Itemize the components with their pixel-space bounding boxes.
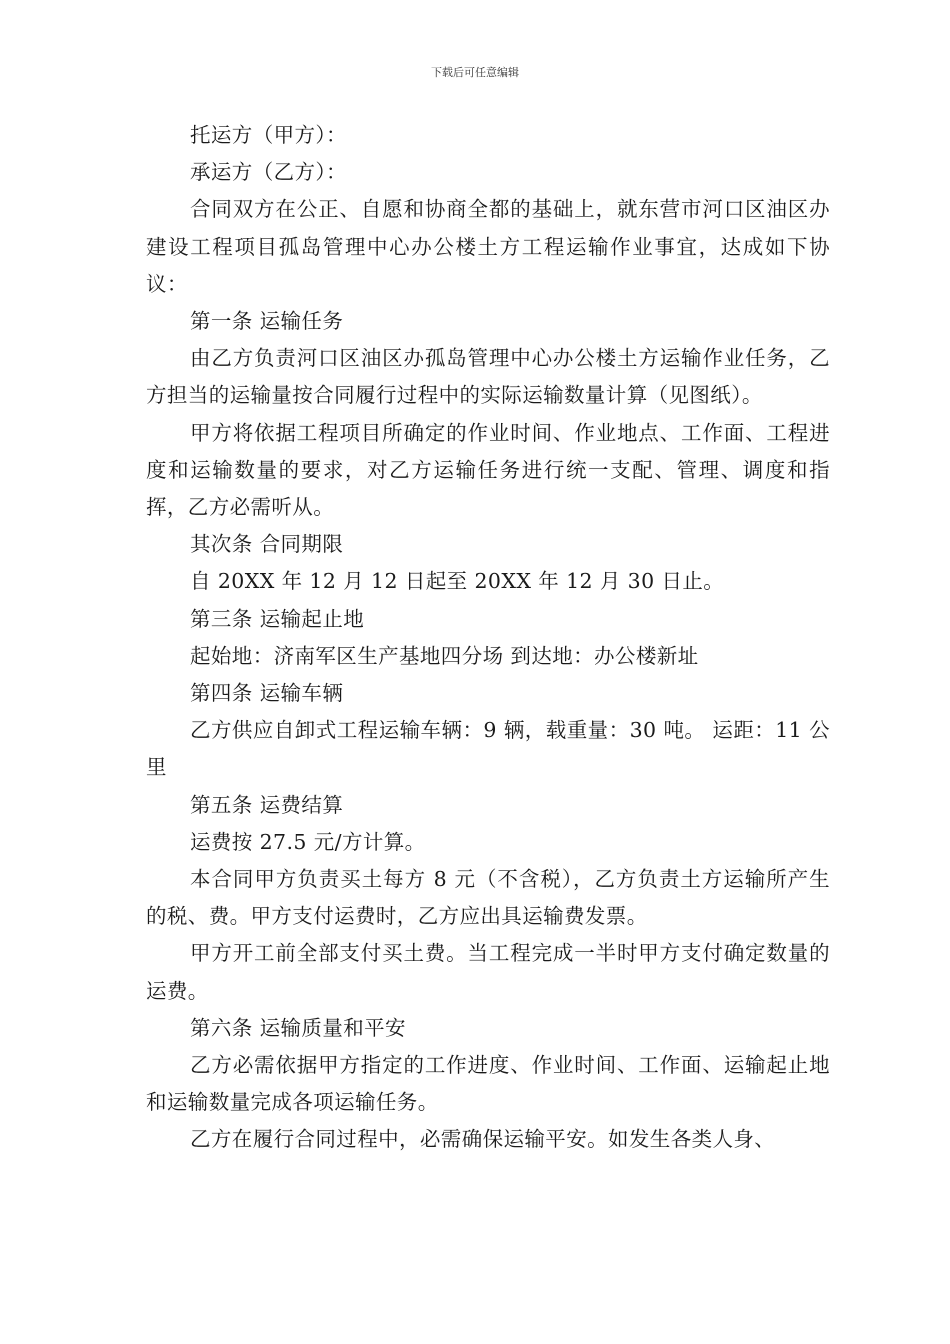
party-a-line: 托运方（甲方）：: [190, 123, 347, 147]
article-3-paragraph: 起始地：济南军区生产基地四分场 到达地：办公楼新址: [190, 643, 699, 668]
preamble-paragraph: 合同双方在公正、自愿和协商全都的基础上，就东营市河口区油区办建设工程项目孤岛管理中心办公楼土方工程运输作业事宜，达成如下协议：: [146, 197, 830, 296]
article-1-paragraph-2: 甲方将依据工程项目所确定的作业时间、作业地点、工作面、工程进度和运输数量的要求，对乙方运输任务进行统一支配、管理、调度和指挥，乙方必需听从。: [146, 420, 830, 520]
article-5-paragraph-1: 运费按 27.5 元/方计算。: [190, 829, 426, 854]
article-6-paragraph-1: 乙方必需依据甲方指定的工作进度、作业时间、工作面、运输起止地和运输数量完成各项运输任务。: [146, 1053, 830, 1115]
article-5-paragraph-3: 甲方开工前全部支付买土费。当工程完成一半时甲方支付确定数量的运费。: [146, 941, 830, 1003]
article-4-heading: 第四条 运输车辆: [190, 681, 344, 706]
article-6-heading: 第六条 运输质量和平安: [190, 1015, 406, 1040]
article-1-heading: 第一条 运输任务: [190, 309, 344, 334]
article-2-heading: 其次条 合同期限: [190, 532, 344, 557]
article-5-heading: 第五条 运费结算: [190, 792, 344, 817]
article-6-paragraph-2: 乙方在履行合同过程中，必需确保运输平安。如发生各类人身、: [190, 1127, 776, 1152]
article-3-heading: 第三条 运输起止地: [190, 606, 365, 631]
document-body: [146, 117, 830, 1159]
article-4-paragraph: 乙方供应自卸式工程运输车辆：9 辆，载重量：30 吨。 运距：11 公里: [146, 718, 830, 780]
article-1-paragraph-1: 由乙方负责河口区油区办孤岛管理中心办公楼土方运输作业任务，乙方担当的运输量按合同履行过程中的实际运输数量计算（见图纸）。: [146, 346, 830, 408]
article-5-paragraph-2: 本合同甲方负责买土每方 8 元（不含税），乙方负责土方运输所产生的税、费。甲方支付运费时，乙方应出具运输费发票。: [146, 867, 830, 929]
party-b-line: 承运方（乙方）：: [190, 160, 347, 185]
article-2-paragraph: 自 20XX 年 12 月 12 日起至 20XX 年 12 月 30 日止。: [190, 569, 725, 594]
page-header: 下载后可任意编辑: [431, 66, 519, 79]
